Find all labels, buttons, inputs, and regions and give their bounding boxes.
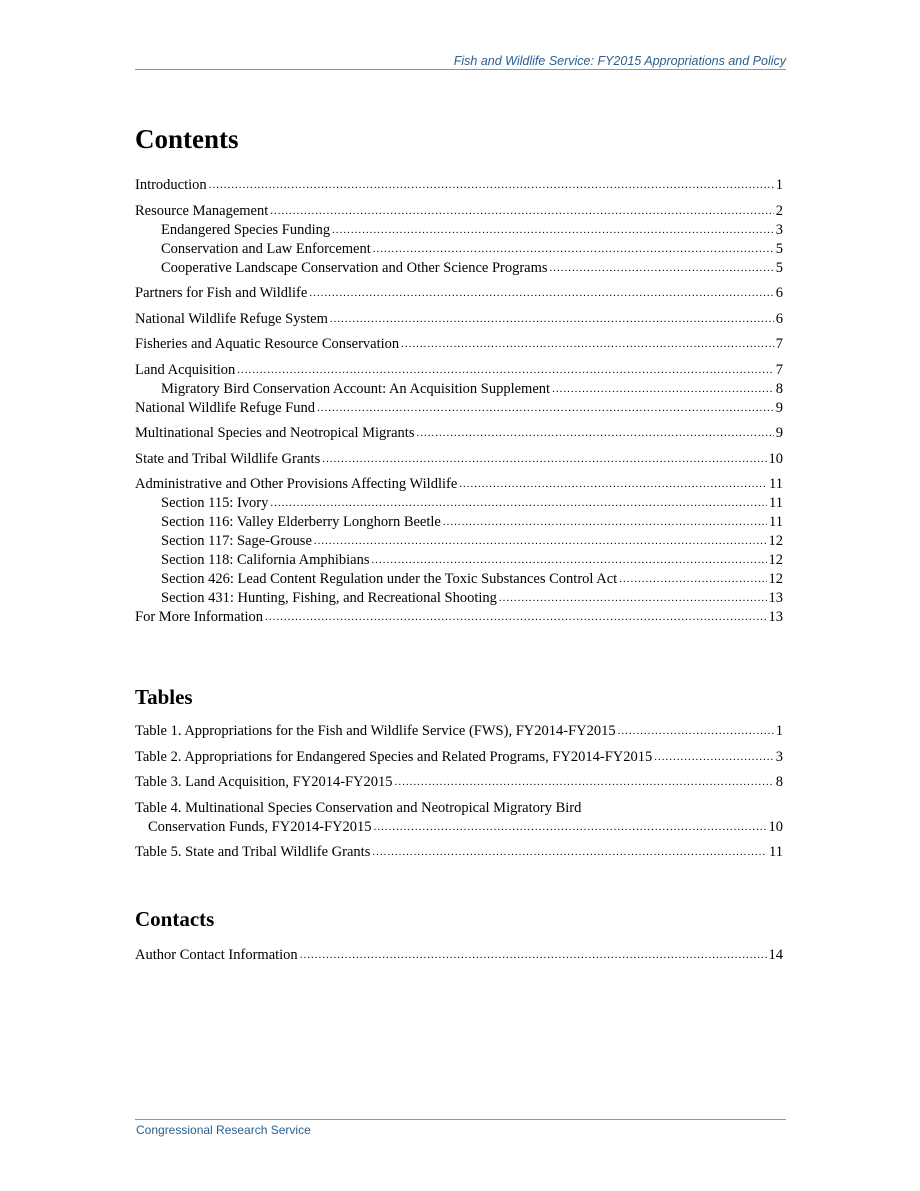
toc-entry-label: Conservation and Law Enforcement bbox=[161, 240, 371, 257]
toc-dot-leader bbox=[265, 608, 766, 627]
toc-entry-more-information[interactable] bbox=[135, 608, 783, 627]
toc-dot-leader bbox=[300, 946, 767, 965]
toc-entry-label: Multinational Species and Neotropical Migrants bbox=[135, 425, 415, 441]
toc-dot-leader bbox=[270, 202, 773, 221]
toc-dot-leader bbox=[371, 551, 766, 570]
toc-entry-section-426[interactable] bbox=[135, 570, 783, 589]
toc-entry-migratory-bird-account[interactable] bbox=[135, 380, 783, 399]
toc-entry-label: Section 117: Sage-Grouse bbox=[161, 533, 312, 549]
toc-entry-label: Author Contact Information bbox=[135, 947, 298, 963]
toc-entry-page: 9 bbox=[775, 425, 783, 441]
toc-entry-page: 5 bbox=[775, 240, 783, 257]
toc-dot-leader bbox=[332, 221, 774, 240]
toc-entry-section-115[interactable] bbox=[135, 494, 783, 513]
contents-heading: Contents bbox=[135, 124, 239, 154]
toc-entry-label: Section 431: Hunting, Fishing, and Recreational Shooting bbox=[161, 590, 497, 606]
toc-entry-page: 6 bbox=[775, 310, 783, 327]
toc-entry-label: Section 426: Lead Content Regulation under the Toxic Substances Control Act bbox=[161, 571, 618, 587]
toc-entry-page: 14 bbox=[768, 947, 783, 963]
toc-entry-page: 13 bbox=[768, 609, 783, 625]
toc-entry-section-431[interactable] bbox=[135, 589, 783, 608]
toc-dot-leader bbox=[619, 570, 766, 589]
running-footer: Congressional Research Service bbox=[136, 1123, 311, 1137]
toc-entry-conservation-law-enforcement[interactable] bbox=[135, 240, 783, 259]
tables-heading: Tables bbox=[135, 685, 193, 709]
toc-entry-label: Section 115: Ivory bbox=[161, 495, 269, 511]
toc-entry-page: 3 bbox=[775, 221, 783, 238]
toc-entry-table-2[interactable] bbox=[135, 748, 783, 767]
toc-entry-page: 2 bbox=[775, 202, 783, 219]
toc-entry-page: 9 bbox=[775, 399, 783, 416]
tables-list bbox=[135, 722, 783, 862]
toc-entry-cooperative-landscape[interactable] bbox=[135, 259, 783, 278]
toc-entry-page: 12 bbox=[768, 552, 783, 568]
toc-entry-resource-management[interactable] bbox=[135, 202, 783, 221]
running-header: Fish and Wildlife Service: FY2015 Appropriations and Policy bbox=[453, 54, 786, 68]
toc-dot-leader bbox=[374, 818, 767, 837]
toc-entry-land-acquisition[interactable] bbox=[135, 361, 783, 380]
toc-entry-page: 11 bbox=[769, 844, 783, 860]
toc-entry-label: Conservation Funds, FY2014-FY2015 bbox=[148, 818, 372, 835]
toc-entry-refuge-fund[interactable] bbox=[135, 399, 783, 418]
toc-entry-page: 8 bbox=[775, 774, 783, 790]
toc-entry-page: 7 bbox=[775, 361, 783, 378]
header-rule bbox=[135, 69, 786, 70]
toc-entry-page: 11 bbox=[769, 495, 783, 511]
toc-entry-partners[interactable] bbox=[135, 284, 783, 303]
toc-entry-introduction[interactable] bbox=[135, 176, 783, 195]
toc-entry-page: 12 bbox=[768, 533, 783, 549]
toc-entry-page: 5 bbox=[775, 259, 783, 276]
contacts-heading: Contacts bbox=[135, 907, 215, 931]
toc-dot-leader bbox=[459, 475, 767, 494]
toc-entry-label: Section 118: California Amphibians bbox=[161, 552, 370, 568]
toc-dot-leader bbox=[270, 494, 767, 513]
toc-entry-label: State and Tribal Wildlife Grants bbox=[135, 450, 321, 467]
toc-dot-leader bbox=[550, 259, 774, 278]
toc-entry-label: Migratory Bird Conservation Account: An Acquisition Supplement bbox=[161, 380, 551, 397]
toc-entry-administrative-provisions[interactable] bbox=[135, 475, 783, 494]
toc-dot-leader bbox=[209, 176, 774, 195]
toc-dot-leader bbox=[499, 589, 767, 608]
toc-dot-leader bbox=[309, 284, 773, 303]
toc-entry-fisheries[interactable] bbox=[135, 335, 783, 354]
toc-entry-label: Introduction bbox=[135, 177, 207, 193]
toc-entry-page: 3 bbox=[775, 748, 783, 765]
toc-dot-leader bbox=[314, 532, 767, 551]
toc-entry-author-contact[interactable] bbox=[135, 946, 783, 965]
toc-entry-table-3[interactable] bbox=[135, 773, 783, 792]
toc-entry-state-tribal-grants[interactable] bbox=[135, 450, 783, 469]
toc-entry-label: Table 2. Appropriations for Endangered Species and Related Programs, FY2014-FY2015 bbox=[135, 748, 653, 765]
toc-entry-table-4-continued[interactable] bbox=[135, 818, 783, 837]
toc-entry-table-1[interactable] bbox=[135, 722, 783, 741]
toc-entry-label: For More Information bbox=[135, 609, 264, 625]
toc-entry-label: Cooperative Landscape Conservation and Other Science Programs bbox=[161, 259, 548, 276]
contacts-list bbox=[135, 946, 783, 965]
toc-entry-page: 12 bbox=[768, 571, 783, 587]
toc-entry-endangered-species-funding[interactable] bbox=[135, 221, 783, 240]
toc-entry-label: National Wildlife Refuge Fund bbox=[135, 399, 315, 416]
toc-dot-leader bbox=[395, 773, 774, 792]
toc-dot-leader bbox=[401, 335, 774, 354]
toc-dot-leader bbox=[552, 380, 774, 399]
footer-rule bbox=[135, 1119, 786, 1120]
toc-entry-page: 13 bbox=[768, 590, 783, 606]
toc-entry-page: 8 bbox=[775, 380, 783, 397]
toc-entry-label: National Wildlife Refuge System bbox=[135, 310, 328, 327]
toc-entry-page: 11 bbox=[769, 514, 783, 530]
toc-entry-label: Table 3. Land Acquisition, FY2014-FY2015 bbox=[135, 774, 393, 790]
toc-dot-leader bbox=[372, 843, 767, 862]
toc-dot-leader bbox=[654, 748, 773, 767]
toc-entry-page: 10 bbox=[768, 450, 783, 467]
toc-entry-table-5[interactable] bbox=[135, 843, 783, 862]
toc-entry-label: Partners for Fish and Wildlife bbox=[135, 285, 308, 301]
toc-dot-leader bbox=[618, 722, 774, 741]
toc-dot-leader bbox=[416, 424, 773, 443]
toc-entry-label: Section 116: Valley Elderberry Longhorn Beetle bbox=[161, 514, 441, 530]
toc-dot-leader bbox=[317, 399, 774, 418]
toc-dot-leader bbox=[330, 310, 774, 329]
toc-entry-label: Table 5. State and Tribal Wildlife Grants bbox=[135, 844, 371, 860]
toc-entry-page: 10 bbox=[768, 818, 783, 835]
toc-entry-section-116[interactable] bbox=[135, 513, 783, 532]
toc-entry-label: Fisheries and Aquatic Resource Conservation bbox=[135, 336, 400, 352]
toc-entry-section-118[interactable] bbox=[135, 551, 783, 570]
toc-entry-label: Table 1. Appropriations for the Fish and Wildlife Service (FWS), FY2014-FY2015 bbox=[135, 723, 616, 739]
toc-entry-multinational-species[interactable] bbox=[135, 424, 783, 443]
toc-entry-table-4[interactable] bbox=[135, 799, 783, 818]
toc-entry-label: Resource Management bbox=[135, 202, 269, 219]
toc-entry-page: 1 bbox=[775, 177, 783, 193]
toc-dot-leader bbox=[322, 450, 766, 469]
toc-dot-leader bbox=[373, 240, 774, 259]
toc-entry-page: 7 bbox=[775, 336, 783, 352]
toc-entry-page: 11 bbox=[769, 476, 783, 492]
toc-entry-label: Land Acquisition bbox=[135, 361, 236, 378]
toc-entry-section-117[interactable] bbox=[135, 532, 783, 551]
toc-entry-label: Endangered Species Funding bbox=[161, 221, 331, 238]
contents-list bbox=[135, 176, 783, 627]
toc-entry-page: 1 bbox=[775, 723, 783, 739]
toc-entry-label: Administrative and Other Provisions Affecting Wildlife bbox=[135, 476, 458, 492]
toc-entry-refuge-system[interactable] bbox=[135, 310, 783, 329]
toc-entry-page: 6 bbox=[775, 285, 783, 301]
toc-entry-label: Table 4. Multinational Species Conservation and Neotropical Migratory Bird bbox=[135, 799, 582, 816]
toc-dot-leader bbox=[443, 513, 767, 532]
toc-dot-leader bbox=[237, 361, 773, 380]
